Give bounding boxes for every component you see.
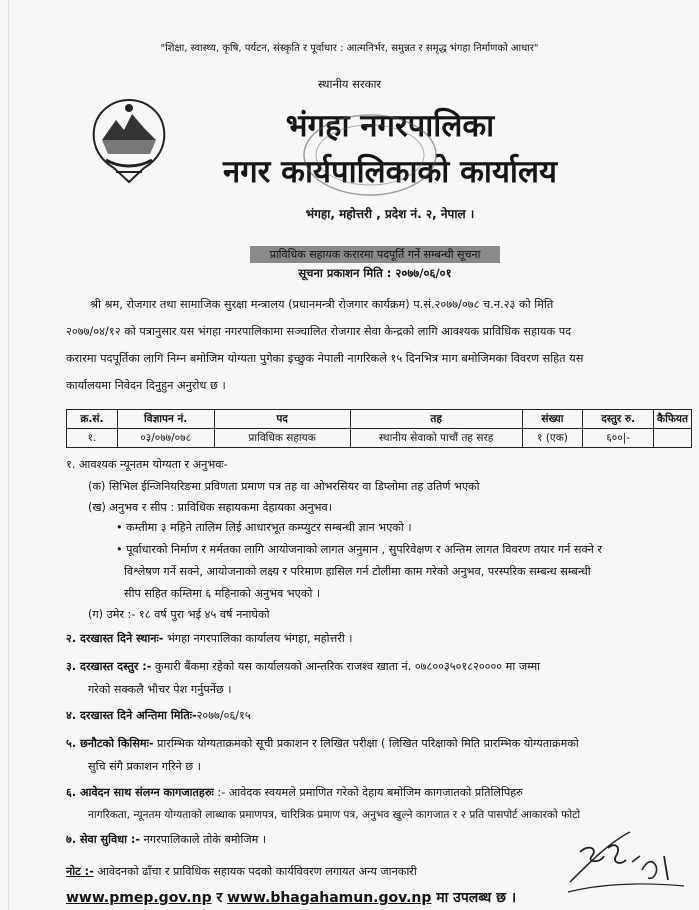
table-cell [654, 429, 692, 448]
note-label: नोट :- [66, 865, 94, 878]
section-6-text: :- आवेदक स्वयमले प्रमाणित गरेको देहाय बमोजिम कागजातको प्रतिलिपिहरु [213, 786, 523, 799]
col-header: क्र.सं. [67, 410, 118, 429]
section-1-title: १. आवश्यक न्यूनतम योग्यता र अनुभवः- [66, 458, 228, 471]
section-1-kha: (ख) अनुभव र सीप : प्राविधिक सहायकमा देहायका अनुभव। [88, 501, 332, 514]
section-1-bullet-2-cont: सीप सहित कम्तिमा ६ महिनाको अनुभव भएको । [124, 587, 321, 600]
section-1-bullet-2-cont: विश्लेषण गर्ने सक्ने, आयोजनाको लक्ष्य र परिमाण हासिल गर्न टोलीमा काम गरेको अनुभव, परस्परिक सम्बन्ध सम्बन्धी [124, 565, 591, 578]
section-3 [66, 659, 540, 674]
intro-line: करारमा पदपूर्तिका लागि निम्न बमोजिम योग्यता पुगेका इच्छुक नेपाली नागरिकले १५ दिनभित्र माग बमोजिमका विवरण सहित यस [66, 352, 584, 365]
section-7-label: ७. सेवा सुविधा :- [66, 833, 141, 846]
intro-paragraph [66, 291, 654, 399]
pmep-link[interactable]: www.pmep.gov.np [66, 890, 212, 906]
table-cell: ०३/०७७/०७८ [117, 429, 214, 448]
col-header: तह [350, 410, 522, 429]
section-2-text: भंगहा नगरपालिका कार्यालय भंगहा, महोत्तरी । [163, 632, 353, 645]
section-1-ka: (क) सिभिल ईन्जिनियरिङमा प्रविणता प्रमाण पत्र तह वा ओभरसियर वा डिप्लोमा तह उतिर्ण भएको [88, 480, 480, 493]
section-3-label: ३. दरखास्त दस्तुर :- [66, 660, 152, 673]
motto: "शिक्षा, स्वास्थ्य, कृषि, पर्यटन, संस्कृति र पूर्वाधार : आत्मनिर्भर, समुन्नत र समृद्ध भंगहा निर्माणको आधार" [160, 43, 539, 54]
intro-line: श्री श्रम, रोजगार तथा सामाजिक सुरक्षा मन्त्रालय (प्रधानमन्त्री रोजगार कार्यक्रम) प.सं.२०७७/०७८ च.न.२३ को मिति [90, 298, 554, 311]
government-level: स्थानीय सरकार [317, 77, 382, 91]
col-header: दस्तुर रु. [583, 410, 654, 429]
section-3-text: कुमारी बैंकमा रहेको यस कार्यालयको आन्तरिक राजश्व खाता नं. ०७८००३५०१८२०००० मा जम्मा [151, 660, 541, 673]
section-2 [66, 631, 353, 646]
scan-edge [8, 0, 9, 910]
section-5-text: प्रारम्भिक योग्यताक्रमको सूची प्रकाशन र लिखित परीक्षा ( लिखित परिक्षाको मिति प्रारम्भिक योग्यताक्रमको [153, 737, 579, 750]
section-4-text: २०७७/०६/१५ [196, 709, 251, 722]
municipality-title: भंगहा नगरपालिका [285, 108, 495, 144]
office-title: नगर कार्यपालिकाको कार्यालय [223, 154, 557, 190]
table-cell: १ (एक) [522, 429, 583, 448]
section-4 [66, 708, 251, 723]
section-1-bullet-2 [116, 542, 602, 557]
table-row [67, 429, 692, 448]
handwritten-signature [560, 822, 690, 902]
section-5-label: ५. छनौटको किसिमः- [66, 737, 154, 750]
section-6 [66, 785, 523, 800]
col-header: विज्ञापन नं. [117, 410, 214, 429]
table-header-row [67, 410, 692, 429]
intro-line: २०७७/०४/१२ को पत्रानुसार यस भंगहा नगरपालिकामा सञ्चालित रोजगार सेवा केन्द्रको लागि आवश्यक प्राविधिक सहायक पद [66, 325, 572, 338]
section-7 [66, 832, 266, 847]
notice-subject: प्राविधिक सहायक करारमा पदपूर्ति गर्ने सम्बन्धी सूचना [250, 246, 500, 263]
section-1-bullet-1 [116, 520, 412, 535]
section-3-cont: गरेको सक्कलै भौचर पेश गर्नुपर्नेछ । [88, 683, 232, 696]
table-cell: स्थानीय सेवाको पाचौं तह सरह [350, 429, 522, 448]
publish-date: सूचना प्रकाशन मिति : २०७७/०६/०१ [298, 266, 452, 280]
office-address: भंगहा, महोत्तरी , प्रदेश नं. २, नेपाल । [305, 207, 475, 221]
links-separator: र [211, 890, 228, 906]
section-5 [66, 736, 579, 751]
section-2-label: २. दरखास्त दिने स्थानः- [66, 632, 164, 645]
section-6-cont: नागरिकता, न्यूनतम योग्यताको लाब्धाक प्रमाणपत्र, चारित्रिक प्रमाण पत्र, अनुभव खुल्ने कागजात र २ प्रति पासपोर्ट आकारको फोटो [88, 809, 581, 821]
table-cell: १. [67, 429, 118, 448]
section-7-text: नगरपालिकाले तोके बमोजिम । [140, 833, 267, 846]
municipality-link[interactable]: www.bhagahamun.gov.np [227, 890, 432, 906]
section-6-label: ६. आवेदन साथ संलग्न कागजातहरुः [66, 786, 214, 799]
note-text: आवेदनको ढाँचा र प्राविधिक सहायक पदको कार्यविवरण लगायत अन्य जानकारी [93, 865, 417, 878]
bullet-icon: • [116, 543, 127, 556]
bullet-text: पूर्वाधारको निर्माण र मर्मतका लागि आयोजनाको लागत अनुमान , सुपरिवेक्षण र अन्तिम लागत विवरण तयार गर्न सक्ने र [126, 543, 602, 556]
vacancy-table [66, 409, 692, 448]
office-stamp [300, 110, 440, 200]
col-header: पद [214, 410, 350, 429]
section-1-ga: (ग) उमेर :- १८ वर्ष पुरा भई ४५ वर्ष ननाघेको [88, 608, 270, 621]
col-header: कैफियत [654, 410, 692, 429]
table-cell: प्राविधिक सहायक [214, 429, 350, 448]
bullet-text: कम्तीमा ३ महिने तालिम लिई आधारभूत कम्प्युटर सम्बन्धी ज्ञान भएको । [126, 521, 412, 534]
section-5-cont: सुचि संगै प्रकाशन गरिने छ । [88, 760, 201, 773]
col-header: संख्या [522, 410, 583, 429]
footer-links [66, 888, 516, 907]
section-4-label: ४. दरखास्त दिने अन्तिमा मितिः- [66, 709, 197, 722]
bullet-icon: • [116, 521, 127, 534]
intro-line: कार्यालयमा निवेदन दिनुहुन अनुरोध छ । [66, 379, 226, 392]
footer-note [66, 864, 417, 879]
links-tail: मा उपलब्ध छ । [431, 890, 517, 906]
table-cell: ६००|- [583, 429, 654, 448]
